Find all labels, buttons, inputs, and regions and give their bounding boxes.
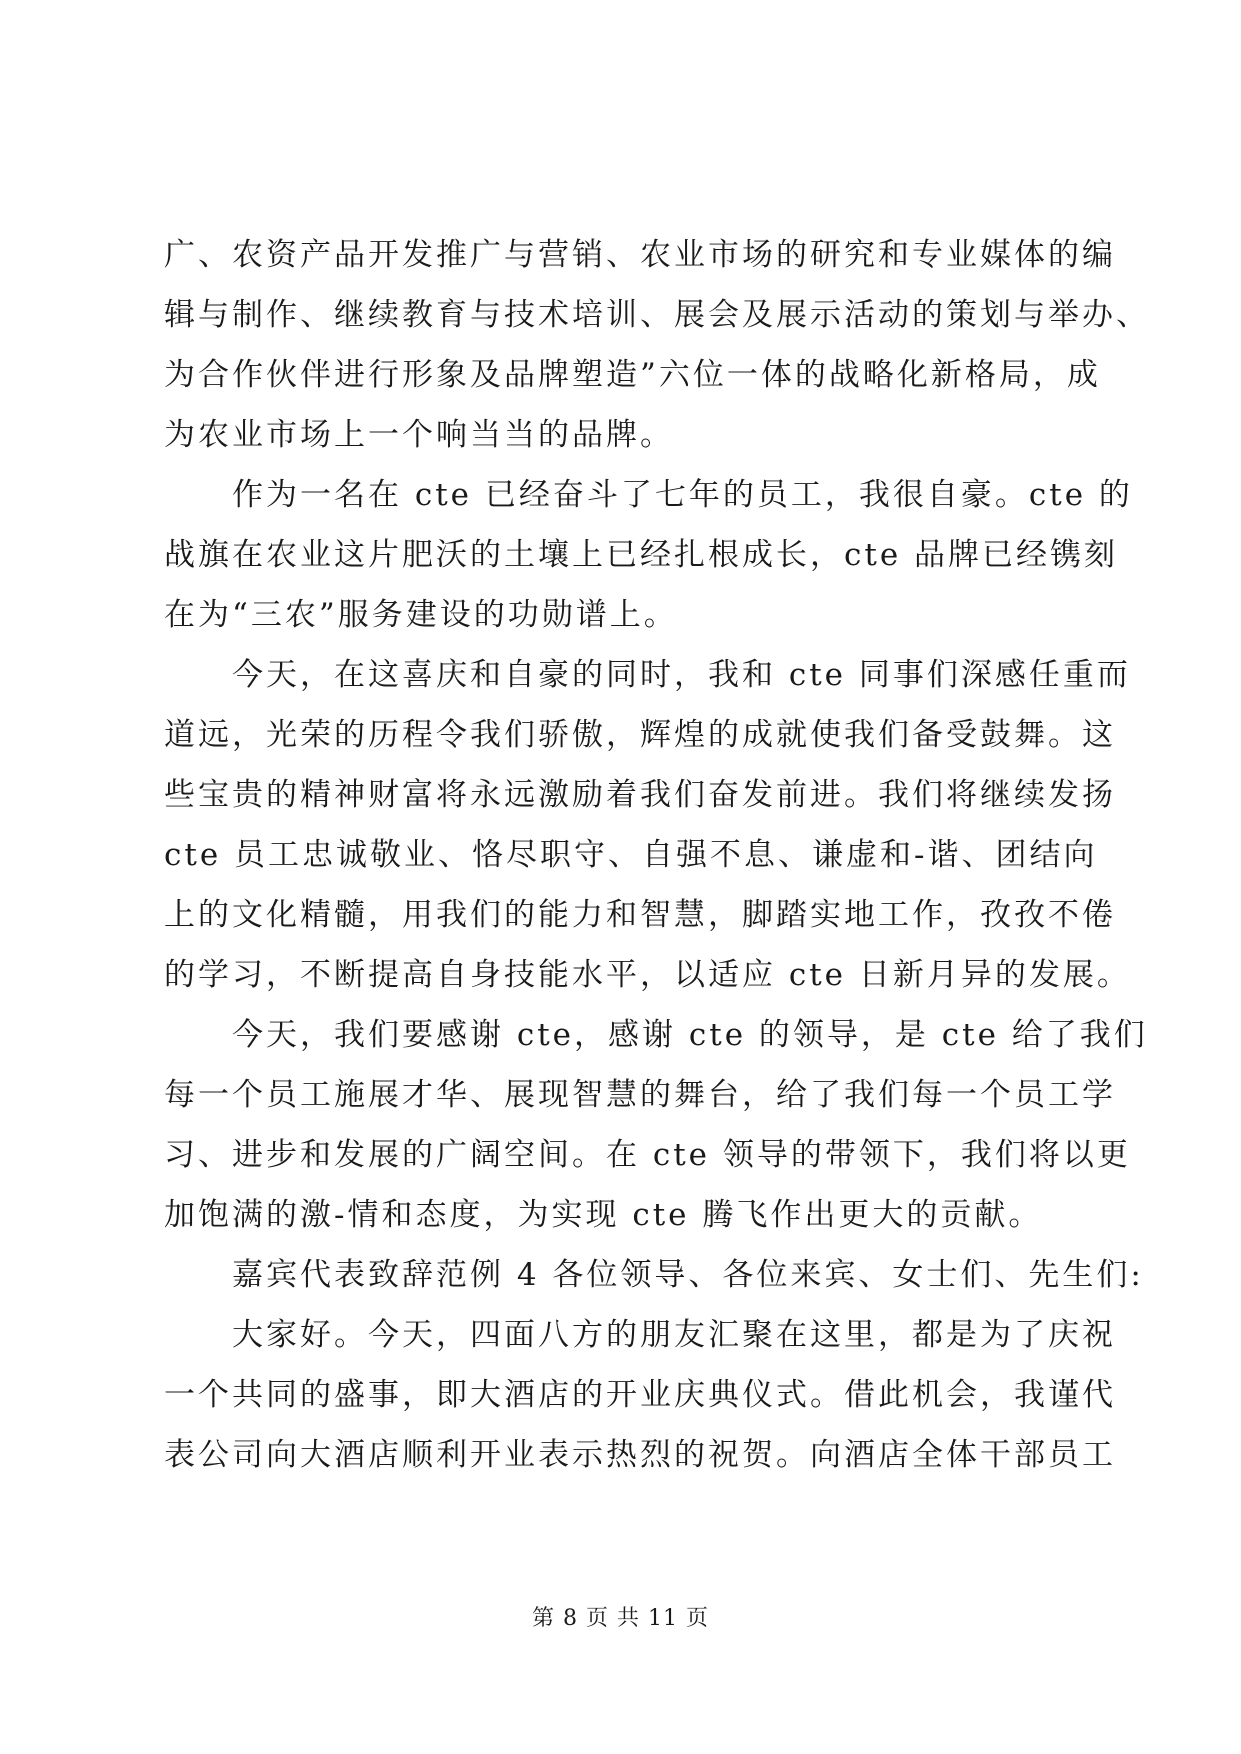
page-number-footer: 第 8 页 共 11 页 <box>532 1606 709 1631</box>
text-line: 战旗在农业这片肥沃的土壤上已经扎根成长，cte 品牌已经镌刻 <box>164 537 1119 573</box>
text-line: 一个共同的盛事，即大酒店的开业庆典仪式。借此机会，我谨代 <box>164 1377 1116 1413</box>
text-line: 广、农资产品开发推广与营销、农业市场的研究和专业媒体的编 <box>164 237 1116 273</box>
text-line: 上的文化精髓，用我们的能力和智慧，脚踏实地工作，孜孜不倦 <box>164 897 1116 933</box>
text-line: 些宝贵的精神财富将永远激励着我们奋发前进。我们将继续发扬 <box>164 777 1116 813</box>
text-line: 嘉宾代表致辞范例 4 各位领导、各位来宾、女士们、先生们: <box>232 1257 1144 1293</box>
text-line: cte 员工忠诚敬业、恪尽职守、自强不息、谦虚和-谐、团结向 <box>164 837 1098 873</box>
text-line: 道远，光荣的历程令我们骄傲，辉煌的成就使我们备受鼓舞。这 <box>164 717 1116 753</box>
text-line: 的学习，不断提高自身技能水平，以适应 cte 日新月异的发展。 <box>164 957 1131 993</box>
text-line: 加饱满的激-情和态度，为实现 cte 腾飞作出更大的贡献。 <box>164 1197 1043 1233</box>
text-line: 表公司向大酒店顺利开业表示热烈的祝贺。向酒店全体干部员工 <box>164 1437 1116 1473</box>
text-line: 辑与制作、继续教育与技术培训、展会及展示活动的策划与举办、 <box>164 297 1150 333</box>
text-line: 为合作伙伴进行形象及品牌塑造”六位一体的战略化新格局，成 <box>164 357 1101 393</box>
text-line: 习、进步和发展的广阔空间。在 cte 领导的带领下，我们将以更 <box>164 1137 1131 1173</box>
text-line: 在为“三农”服务建设的功勋谱上。 <box>164 597 678 633</box>
text-line: 大家好。今天，四面八方的朋友汇聚在这里，都是为了庆祝 <box>232 1317 1116 1353</box>
text-line: 今天，在这喜庆和自豪的同时，我和 cte 同事们深感任重而 <box>232 657 1131 693</box>
text-line: 今天，我们要感谢 cte，感谢 cte 的领导，是 cte 给了我们 <box>232 1017 1148 1053</box>
text-line: 作为一名在 cte 已经奋斗了七年的员工，我很自豪。cte 的 <box>232 477 1133 513</box>
text-line: 为农业市场上一个响当当的品牌。 <box>164 417 674 453</box>
text-line: 每一个员工施展才华、展现智慧的舞台，给了我们每一个员工学 <box>164 1077 1116 1113</box>
